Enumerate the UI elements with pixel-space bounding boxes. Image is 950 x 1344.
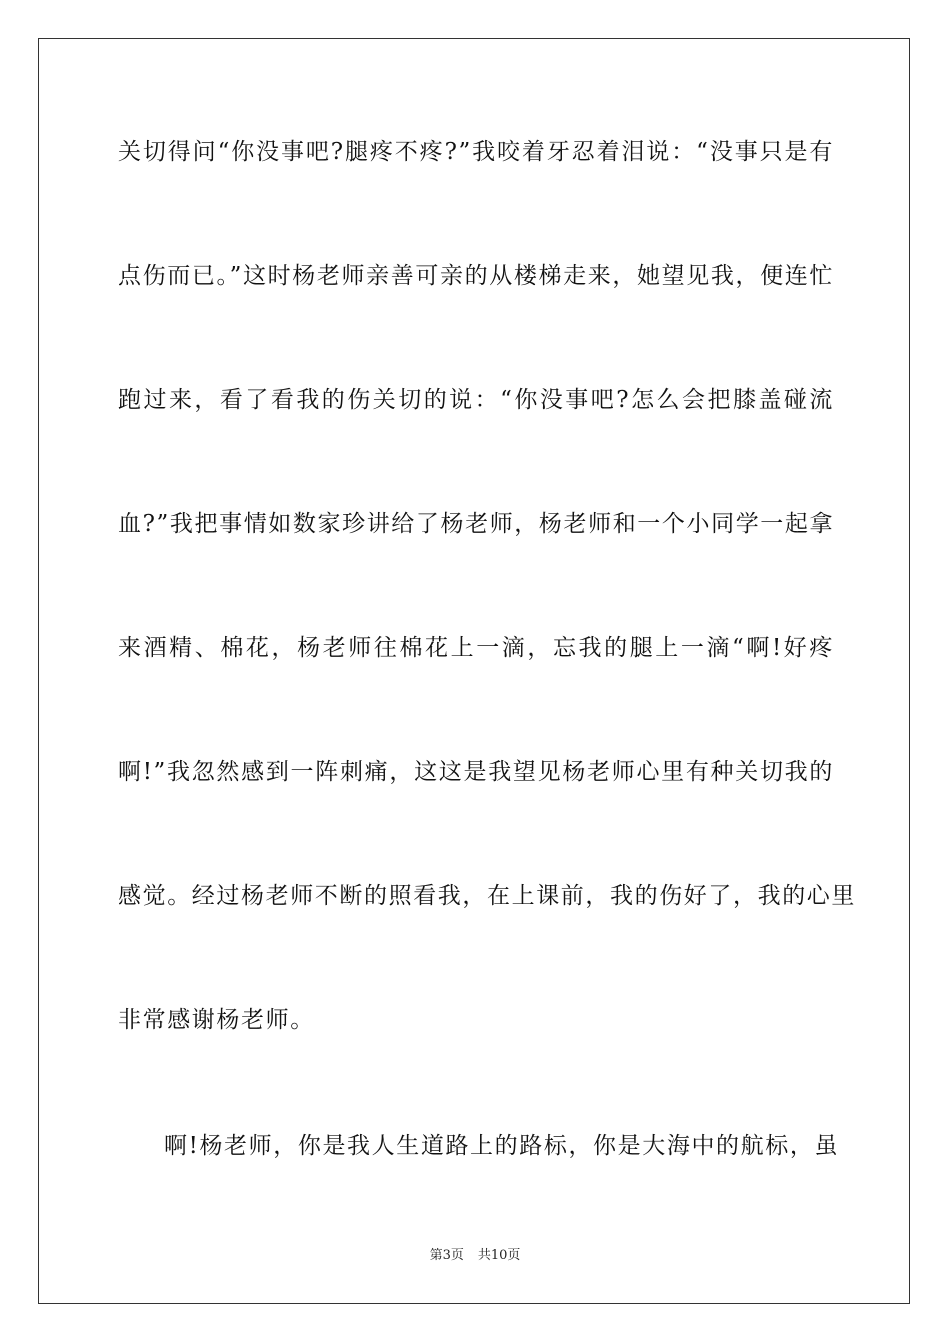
body-line-6: 啊!”我忽然感到一阵刺痛，这这是我望见杨老师心里有种关切我的 <box>118 759 834 785</box>
page-number-current: 第3页 <box>429 1248 464 1263</box>
page-number-total: 共10页 <box>477 1248 521 1263</box>
body-line-5: 来酒精、棉花，杨老师往棉花上一滴，忘我的腿上一滴“啊!好疼 <box>118 635 834 661</box>
body-line-4: 血?”我把事情如数家珍讲给了杨老师，杨老师和一个小同学一起拿 <box>118 511 835 537</box>
body-line-8: 非常感谢杨老师。 <box>118 1007 315 1033</box>
page-footer <box>0 1247 950 1265</box>
body-line-1: 关切得问“你没事吧?腿疼不疼?”我咬着牙忍着泪说：“没事只是有 <box>118 139 834 165</box>
body-line-3: 跑过来，看了看我的伤关切的说：“你没事吧?怎么会把膝盖碰流 <box>118 387 834 413</box>
body-line-7: 感觉。经过杨老师不断的照看我，在上课前，我的伤好了，我的心里 <box>118 883 856 909</box>
body-line-9-paragraph-start: 啊!杨老师，你是我人生道路上的路标，你是大海中的航标，虽 <box>164 1133 840 1159</box>
page-border <box>38 38 910 1304</box>
body-line-2: 点伤而已。”这时杨老师亲善可亲的从楼梯走来，她望见我，便连忙 <box>118 263 834 289</box>
